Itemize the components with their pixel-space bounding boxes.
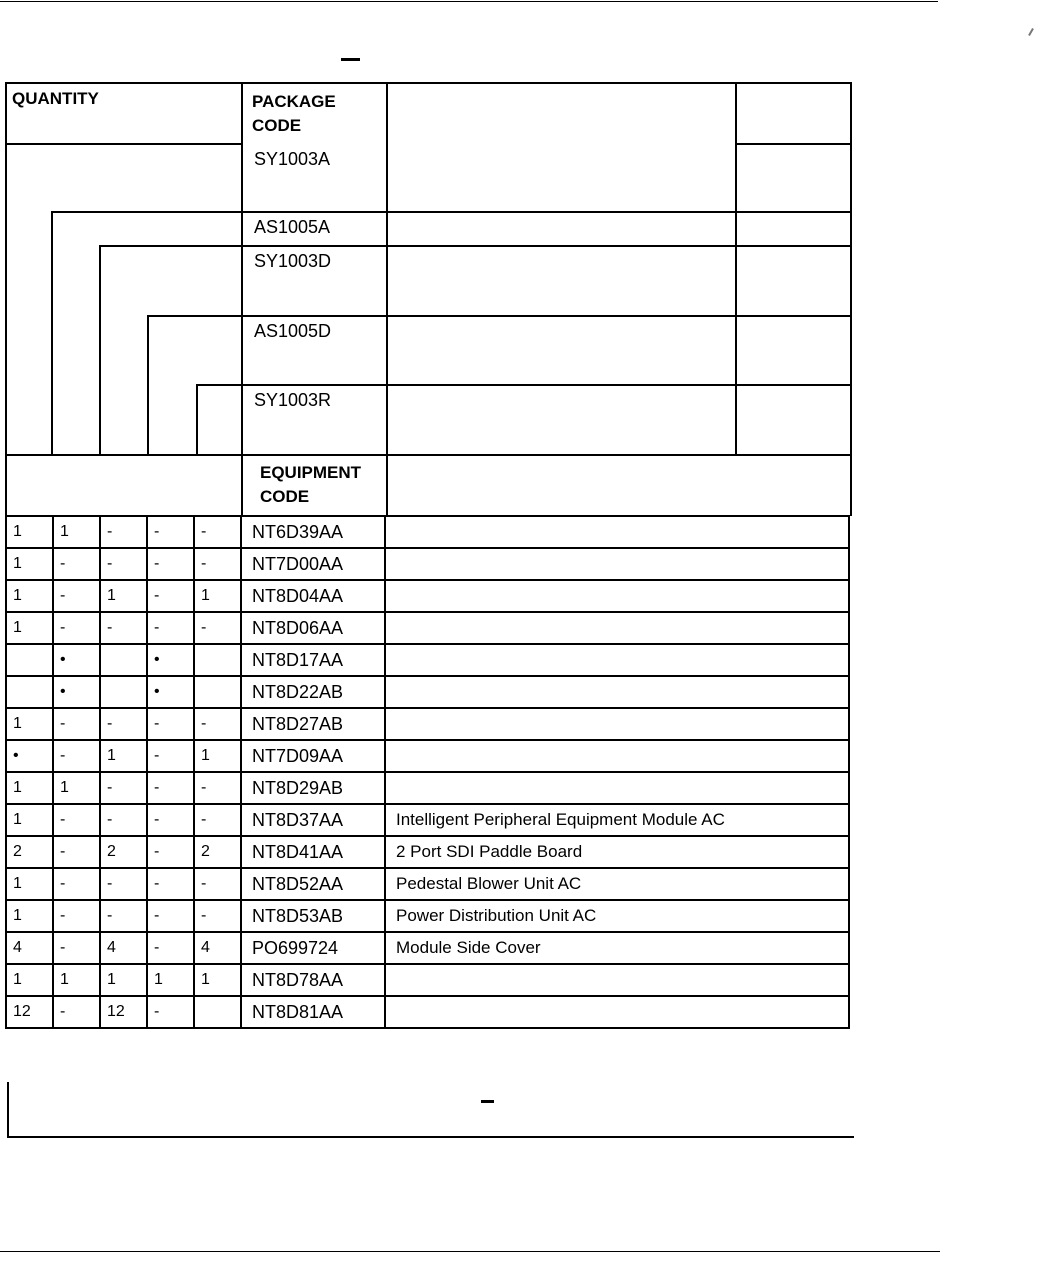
table-frame (5, 82, 852, 516)
quantity-cell: - (53, 708, 100, 740)
quantity-cell: 2 (6, 836, 53, 868)
description-cell: Intelligent Peripheral Equipment Module AC (385, 804, 849, 836)
equipment-code-cell: NT6D39AA (241, 516, 385, 548)
quantity-cell: - (53, 868, 100, 900)
quantity-cell: - (194, 900, 241, 932)
quantity-cell: 1 (194, 580, 241, 612)
quantity-cell: 4 (100, 932, 147, 964)
quantity-cell (194, 644, 241, 676)
description-cell: 2 Port SDI Paddle Board (385, 836, 849, 868)
bottom-rule (0, 1251, 940, 1252)
description-cell (385, 644, 849, 676)
quantity-cell: - (53, 804, 100, 836)
quantity-cell: 1 (194, 964, 241, 996)
quantity-cell: 12 (6, 996, 53, 1028)
package-code: AS1005A (254, 217, 331, 237)
package-code: SY1003D (254, 251, 332, 271)
table-row (6, 548, 849, 580)
bracket-h-3 (147, 315, 241, 317)
bracket-h-4 (196, 384, 241, 386)
quantity-cell: 1 (6, 868, 53, 900)
description-cell (385, 516, 849, 548)
quantity-cell: 1 (6, 548, 53, 580)
hdr-bottom-left (5, 143, 241, 145)
table-row (6, 708, 849, 740)
package-code: SY1003R (254, 390, 332, 410)
table-row (6, 836, 849, 868)
quantity-cell: 1 (100, 964, 147, 996)
quantity-cell (100, 644, 147, 676)
quantity-cell: - (147, 612, 194, 644)
equipment-code-cell: NT8D53AB (241, 900, 385, 932)
description-cell (385, 580, 849, 612)
description-cell (385, 740, 849, 772)
quantity-cell: 12 (100, 996, 147, 1028)
equipment-code-header: EQUIPMENT CODE (260, 463, 362, 506)
quantity-cell: 1 (6, 708, 53, 740)
quantity-cell: • (147, 676, 194, 708)
quantity-cell: - (147, 804, 194, 836)
quantity-cell: 1 (6, 772, 53, 804)
quantity-cell: • (53, 644, 100, 676)
equipment-code-cell: NT8D04AA (241, 580, 385, 612)
table-row (6, 516, 849, 548)
description-cell (385, 772, 849, 804)
table-row (6, 996, 849, 1028)
quantity-cell: - (100, 804, 147, 836)
quantity-cell: - (147, 708, 194, 740)
quantity-cell: - (194, 548, 241, 580)
quantity-cell: - (53, 900, 100, 932)
col-sep-package (241, 82, 243, 515)
col-sep-last (735, 82, 737, 454)
quantity-cell: - (194, 772, 241, 804)
equipment-code-cell: NT7D09AA (241, 740, 385, 772)
quantity-cell: - (194, 868, 241, 900)
table-row (6, 932, 849, 964)
table-row (6, 964, 849, 996)
package-code: AS1005D (254, 321, 332, 341)
table-footer (7, 1082, 854, 1138)
description-cell: Pedestal Blower Unit AC (385, 868, 849, 900)
description-cell (385, 996, 849, 1028)
pkg-sep-5 (5, 454, 852, 456)
quantity-cell (194, 996, 241, 1028)
quantity-cell (194, 676, 241, 708)
quantity-cell: - (147, 548, 194, 580)
table-row (6, 804, 849, 836)
package-code-header: PACKAGE CODE (252, 92, 336, 135)
quantity-cell: - (53, 836, 100, 868)
description-cell (385, 676, 849, 708)
quantity-cell: - (100, 868, 147, 900)
scan-mark (1028, 28, 1034, 36)
scan-mark (735, 112, 736, 128)
quantity-cell: - (194, 516, 241, 548)
quantity-cell: • (147, 644, 194, 676)
quantity-cell: 4 (6, 932, 53, 964)
quantity-cell: - (53, 548, 100, 580)
table-row (6, 676, 849, 708)
description-cell: Power Distribution Unit AC (385, 900, 849, 932)
quantity-cell: - (100, 900, 147, 932)
pkg-sep-4 (241, 384, 852, 386)
bracket-v-4 (196, 384, 198, 454)
quantity-cell: 1 (100, 580, 147, 612)
description-cell (385, 548, 849, 580)
table-row (6, 740, 849, 772)
quantity-cell: - (147, 836, 194, 868)
equipment-table (5, 515, 850, 1029)
pkg-sep-2 (241, 245, 852, 247)
quantity-header: QUANTITY (12, 89, 99, 108)
equipment-code-cell: NT8D29AB (241, 772, 385, 804)
equipment-code-cell: NT7D00AA (241, 548, 385, 580)
quantity-cell: - (53, 612, 100, 644)
equipment-code-cell: NT8D81AA (241, 996, 385, 1028)
table-row (6, 580, 849, 612)
table-row (6, 612, 849, 644)
quantity-cell: 1 (6, 580, 53, 612)
bracket-v-1 (51, 211, 53, 454)
quantity-cell (6, 644, 53, 676)
quantity-cell: - (147, 868, 194, 900)
quantity-cell: 1 (100, 740, 147, 772)
quantity-cell: - (100, 772, 147, 804)
quantity-cell: - (147, 580, 194, 612)
equipment-code-cell: NT8D37AA (241, 804, 385, 836)
equipment-code-cell: NT8D52AA (241, 868, 385, 900)
quantity-cell: - (53, 932, 100, 964)
quantity-cell: 1 (6, 964, 53, 996)
equipment-code-cell: NT8D17AA (241, 644, 385, 676)
quantity-cell: - (100, 516, 147, 548)
top-rule (0, 1, 938, 2)
footer-dash (481, 1100, 494, 1103)
quantity-cell: - (53, 580, 100, 612)
equipment-code-cell: NT8D06AA (241, 612, 385, 644)
description-cell (385, 612, 849, 644)
equipment-code-cell: PO699724 (241, 932, 385, 964)
quantity-cell: 1 (6, 900, 53, 932)
quantity-cell: - (53, 740, 100, 772)
equipment-code-cell: NT8D78AA (241, 964, 385, 996)
quantity-cell: - (147, 772, 194, 804)
quantity-cell: 1 (53, 964, 100, 996)
quantity-cell: 1 (6, 804, 53, 836)
hdr-bottom-right (735, 143, 852, 145)
table-row (6, 772, 849, 804)
package-code: SY1003A (254, 149, 331, 169)
quantity-cell: 1 (194, 740, 241, 772)
title-dash (341, 58, 360, 61)
quantity-cell: - (194, 804, 241, 836)
quantity-cell: 1 (6, 516, 53, 548)
quantity-cell: - (147, 740, 194, 772)
quantity-cell: • (6, 740, 53, 772)
quantity-cell: - (147, 996, 194, 1028)
quantity-cell: 1 (6, 612, 53, 644)
quantity-cell: - (147, 516, 194, 548)
quantity-cell: 1 (53, 516, 100, 548)
quantity-cell: 2 (100, 836, 147, 868)
quantity-cell: - (53, 996, 100, 1028)
bracket-v-2 (99, 245, 101, 454)
equipment-code-cell: NT8D22AB (241, 676, 385, 708)
bracket-h-1 (51, 211, 241, 213)
quantity-cell: 4 (194, 932, 241, 964)
bracket-v-3 (147, 315, 149, 454)
quantity-cell: 2 (194, 836, 241, 868)
table-row (6, 900, 849, 932)
pkg-sep-1 (241, 211, 852, 213)
quantity-cell: - (100, 548, 147, 580)
equipment-code-cell: NT8D27AB (241, 708, 385, 740)
quantity-cell: • (53, 676, 100, 708)
table-row (6, 644, 849, 676)
pkg-sep-3 (241, 315, 852, 317)
quantity-cell: - (100, 708, 147, 740)
quantity-cell: - (147, 932, 194, 964)
quantity-cell: 1 (53, 772, 100, 804)
quantity-cell (6, 676, 53, 708)
quantity-cell: - (194, 708, 241, 740)
quantity-cell: - (194, 612, 241, 644)
bracket-h-2 (99, 245, 241, 247)
col-sep-desc (386, 82, 388, 515)
equipment-code-cell: NT8D41AA (241, 836, 385, 868)
table-row (6, 868, 849, 900)
quantity-cell: - (147, 900, 194, 932)
description-cell: Module Side Cover (385, 932, 849, 964)
description-cell (385, 964, 849, 996)
quantity-cell: - (100, 612, 147, 644)
description-cell (385, 708, 849, 740)
quantity-cell: 1 (147, 964, 194, 996)
quantity-cell (100, 676, 147, 708)
